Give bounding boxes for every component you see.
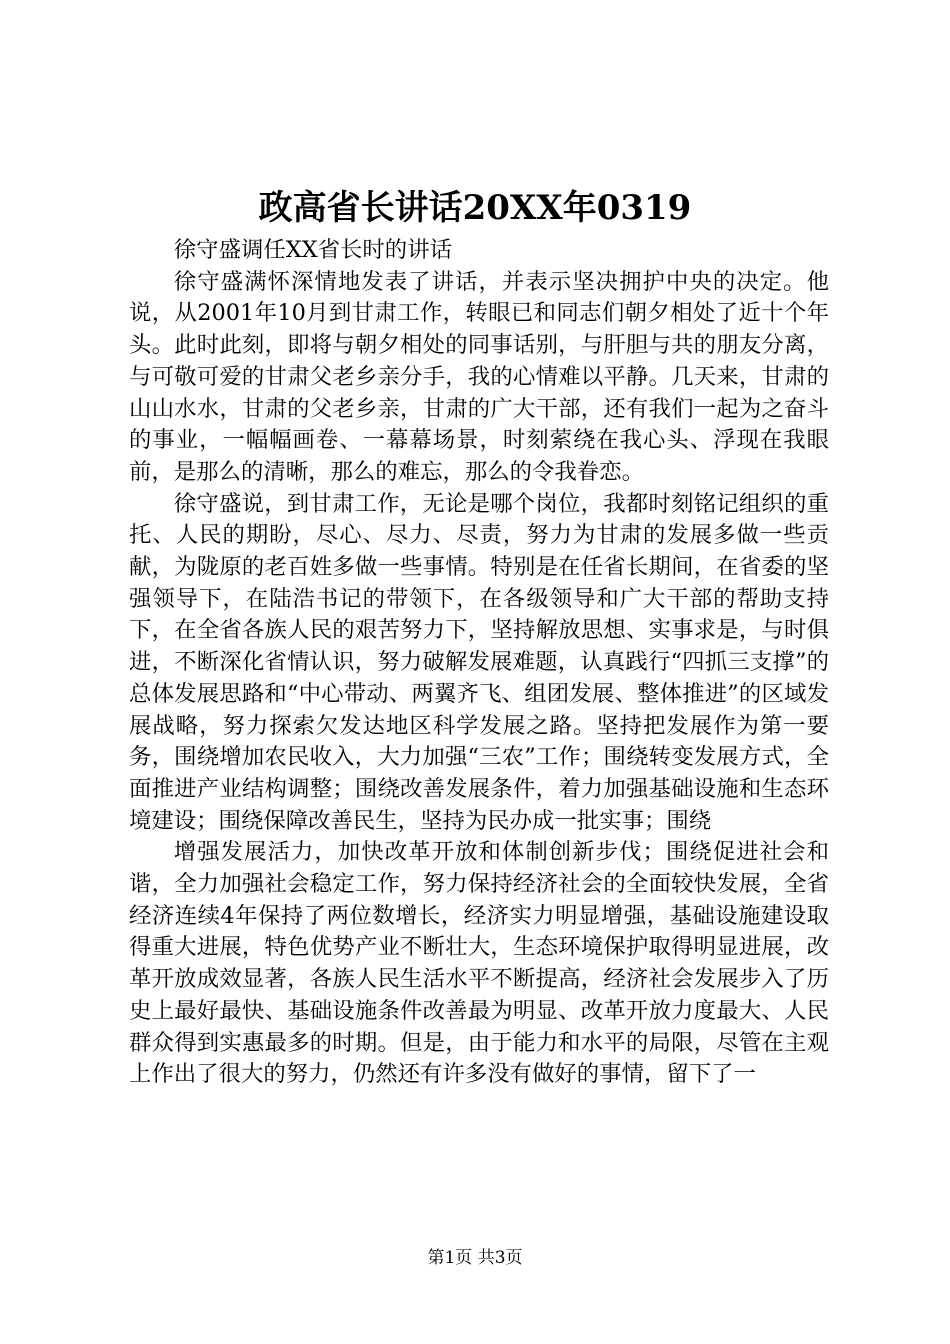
body-paragraph-1: 徐守盛满怀深情地发表了讲话，并表示坚决拥护中央的决定。他说，从2001年10月到甘肃工作，转眼已和同志们朝夕相处了近十个年头。此时此刻，即将与朝夕相处的同事话别，与肝胆与共的朋友分离，与可敬可爱的甘肃父老乡亲分手，我的心情难以平静。几天来，甘肃的山山水水，甘肃的父老乡亲，甘肃的广大干部，还有我们一起为之奋斗的事业，一幅幅画卷、一幕幕场景，时刻萦绕在我心头、浮现在我眼前，是那么的清晰，那么的难忘，那么的令我眷恋。 (129, 268, 829, 485)
subtitle-paragraph: 徐守盛调任XX省长时的讲话 (173, 237, 452, 263)
page-title: 政高省长讲话20XX年0319 (258, 188, 692, 228)
body-paragraph-3: 增强发展活力，加快改革开放和体制创新步伐；围绕促进社会和谐，全力加强社会稳定工作，努力保持经济社会的全面较快发展，全省经济连续4年保持了两位数增长，经济实力明显增强，基础设施建设取得重大进展，特色优势产业不断壮大，生态环境保护取得明显进展，改革开放成效显著，各族人民生活水平不断提高，经济社会发展步入了历史上最好最快、基础设施条件改善最为明显、改革开放力度最大、人民群众得到实惠最多的时期。但是，由于能力和水平的局限，尽管在主观上作出了很大的努力，仍然还有许多没有做好的事情，留下了一 (129, 839, 829, 1088)
page-number-footer: 第1页 共3页 (427, 1248, 523, 1268)
body-paragraph-2: 徐守盛说，到甘肃工作，无论是哪个岗位，我都时刻铭记组织的重托、人民的期盼，尽心、尽力、尽责，努力为甘肃的发展多做一些贡献，为陇原的老百姓多做一些事情。特别是在任省长期间，在省委的坚强领导下，在陆浩书记的带领下，在各级领导和广大干部的帮助支持下，在全省各族人民的艰苦努力下，坚持解放思想、实事求是，与时俱进，不断深化省情认识，努力破解发展难题，认真践行“四抓三支撑”的总体发展思路和“中心带动、两翼齐飞、组团发展、整体推进”的区域发展战略，努力探索欠发达地区科学发展之路。坚持把发展作为第一要务，围绕增加农民收入，大力加强“三农”工作；围绕转变发展方式，全面推进产业结构调整；围绕改善发展条件，着力加强基础设施和生态环境建设；围绕保障改善民生，坚持为民办成一批实事；围绕 (129, 490, 829, 834)
document-body (129, 235, 829, 1091)
